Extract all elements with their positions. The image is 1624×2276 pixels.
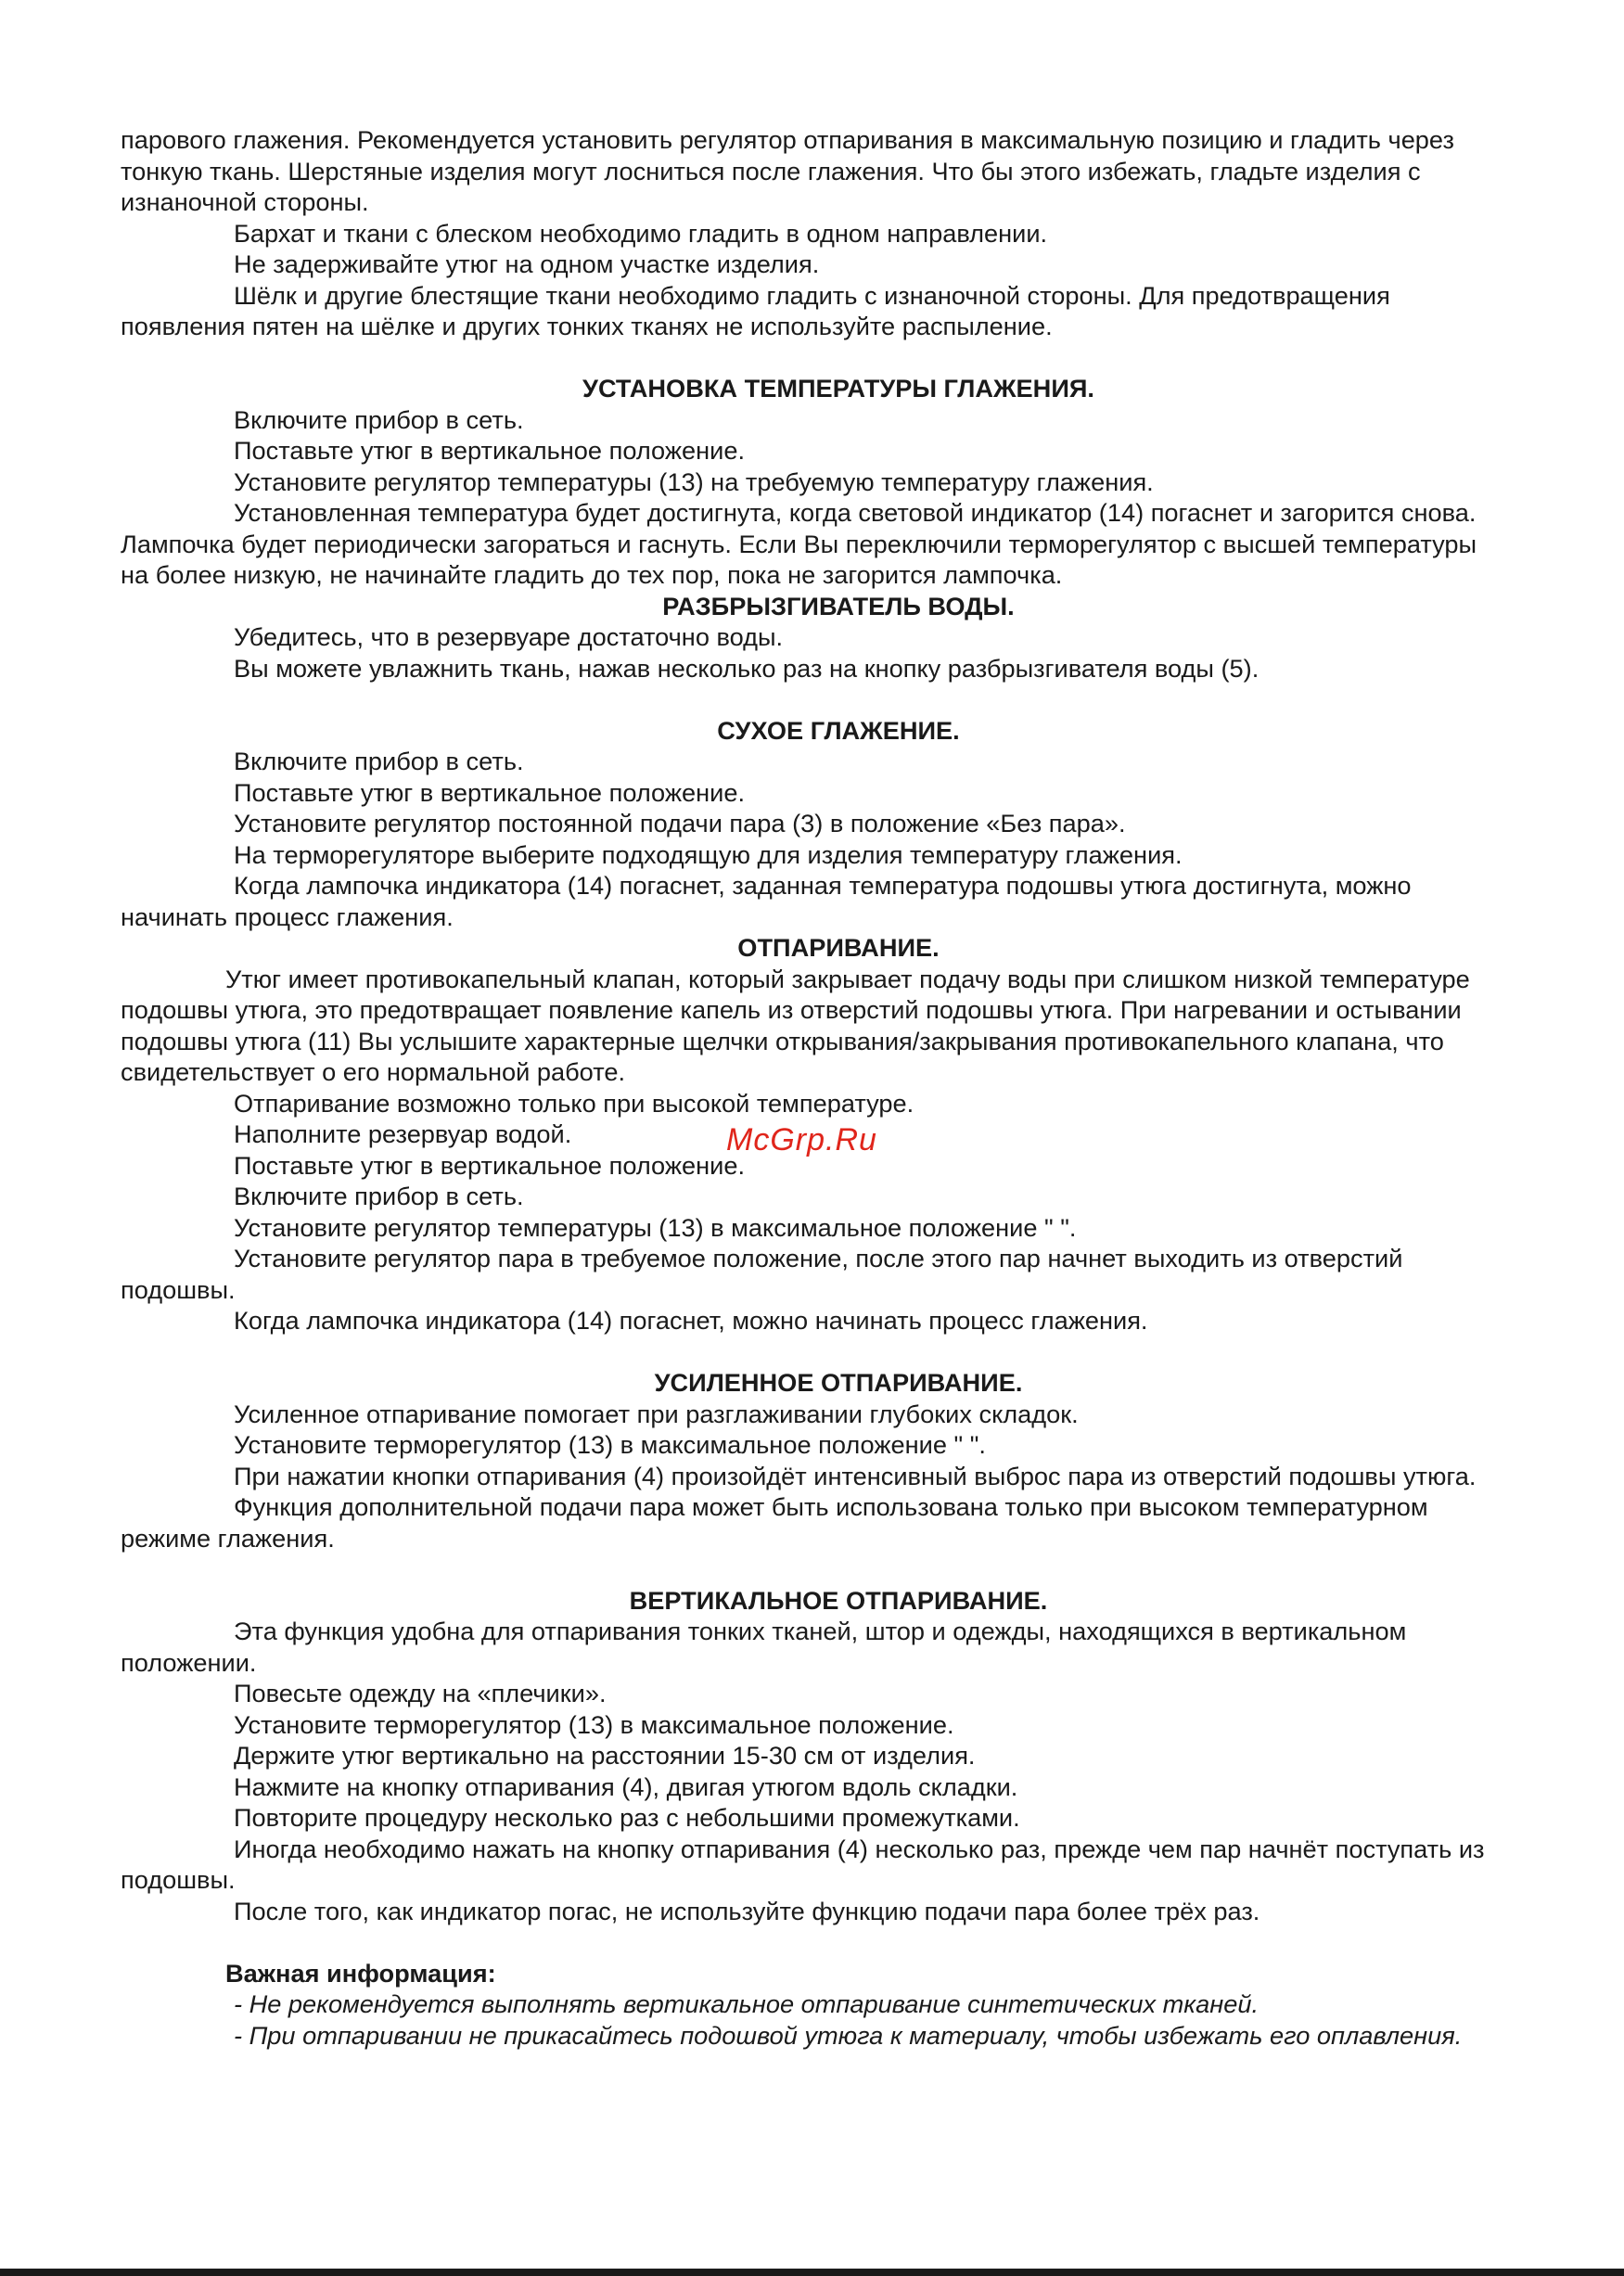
boost-line: Усиленное отпаривание помогает при разглаживании глубоких складок. <box>234 1399 1079 1428</box>
dry-line: Установите регулятор постоянной подачи пара (3) в положение «Без пара». <box>234 809 1126 838</box>
temperature-line: Поставьте утюг в вертикальное положение. <box>234 436 746 465</box>
heading-dry: СУХОЕ ГЛАЖЕНИЕ. <box>717 715 960 745</box>
intro-line: Не задерживайте утюг на одном участке изделия. <box>234 249 820 278</box>
dry-line: На терморегуляторе выберите подходящую для изделия температуру глажения. <box>234 839 1183 869</box>
watermark: McGrp.Ru <box>726 1122 877 1157</box>
temperature-line: Включите прибор в сеть. <box>234 404 524 434</box>
document-page <box>121 124 1493 2051</box>
boost-line: При нажатии кнопки отпаривания (4) произойдёт интенсивный выброс пара из отверстий подошвы утюга. <box>234 1461 1477 1490</box>
important-heading: Важная информация: <box>225 1958 496 1988</box>
important-line: - Не рекомендуется выполнять вертикальное отпаривание синтетических тканей. <box>234 1989 1260 2018</box>
heading-sprayer: РАЗБРЫЗГИВАТЕЛЬ ВОДЫ. <box>662 591 1015 620</box>
heading-temperature: УСТАНОВКА ТЕМПЕРАТУРЫ ГЛАЖЕНИЯ. <box>582 374 1094 403</box>
sprayer-line: Вы можете увлажнить ткань, нажав несколько раз на кнопку разбрызгивателя воды (5). <box>234 653 1260 683</box>
temperature-line: Установленная температура будет достигнута, когда световой индикатор (14) погаснет и загорится снова. Лампочка будет периодически загораться и гаснуть. Если Вы переключили терморегулятор с высшей температуры на более низкую, не начинайте гладить до тех пор, пока не загорится лампочка. <box>121 498 1477 589</box>
vertical-line: После того, как индикатор погас, не используйте функцию подачи пара более трёх раз. <box>234 1896 1260 1925</box>
boost-line: Установите терморегулятор (13) в максимальное положение " ". <box>234 1430 986 1459</box>
vertical-line: Установите терморегулятор (13) в максимальное положение. <box>234 1709 954 1739</box>
dry-line: Когда лампочка индикатора (14) погаснет, заданная температура подошвы утюга достигнута, можно начинать процесс глажения. <box>121 871 1412 931</box>
intro-paragraph: парового глажения. Рекомендуется установить регулятор отпаривания в максимальную позицию и гладить через тонкую ткань. Шерстяные изделия могут лосниться после глажения. Что бы этого избежать, гладьте изделия с изнаночной стороны. <box>121 125 1454 216</box>
intro-line: Бархат и ткани с блеском необходимо гладить в одном направлении. <box>234 218 1048 248</box>
sprayer-line: Убедитесь, что в резервуаре достаточно воды. <box>234 622 784 651</box>
vertical-line: Повторите процедуру несколько раз с небольшими промежутками. <box>234 1803 1020 1832</box>
boost-line: Функция дополнительной подачи пара может быть использована только при высоком температурном режиме глажения. <box>121 1492 1428 1553</box>
dry-line: Включите прибор в сеть. <box>234 747 524 775</box>
important-line: - При отпаривании не прикасайтесь подошвой утюга к материалу, чтобы избежать его оплавления. <box>234 2020 1463 2050</box>
vertical-line: Иногда необходимо нажать на кнопку отпаривания (4) несколько раз, прежде чем пар начнёт поступать из подошвы. <box>121 1834 1485 1894</box>
vertical-line: Нажмите на кнопку отпаривания (4), двигая утюгом вдоль складки. <box>234 1771 1018 1801</box>
steam-line: Установите регулятор температуры (13) в максимальное положение " ". <box>234 1212 1077 1242</box>
steam-line: Установите регулятор пара в требуемое положение, после этого пар начнет выходить из отверстий подошвы. <box>121 1244 1403 1304</box>
steam-line: Наполните резервуар водой. <box>234 1119 572 1148</box>
temperature-line: Установите регулятор температуры (13) на требуемую температуру глажения. <box>234 467 1154 496</box>
heading-steam: ОТПАРИВАНИЕ. <box>737 933 940 962</box>
steam-line: Утюг имеет противокапельный клапан, который закрывает подачу воды при слишком низкой температуре подошвы утюга, это предотвращает появление капель из отверстий подошвы утюга. При нагревании и остывании подошвы утюга (11) Вы услышите характерные щелчки открывания/закрывания противокапельного клапана, что свидетельствует о его нормальной работе. <box>121 964 1470 1086</box>
heading-vertical: ВЕРТИКАЛЬНОЕ ОТПАРИВАНИЕ. <box>629 1585 1048 1615</box>
vertical-line: Держите утюг вертикально на расстоянии 15-30 см от изделия. <box>234 1741 976 1770</box>
vertical-line: Повесьте одежду на «плечики». <box>234 1679 607 1707</box>
heading-boost: УСИЛЕННОЕ ОТПАРИВАНИЕ. <box>654 1368 1023 1397</box>
page-bottom-border <box>0 2269 1624 2276</box>
steam-line: Когда лампочка индикатора (14) погаснет, можно начинать процесс глажения. <box>234 1306 1148 1335</box>
steam-line: Отпаривание возможно только при высокой температуре. <box>234 1088 914 1118</box>
steam-line: Поставьте утюг в вертикальное положение. <box>234 1150 746 1180</box>
dry-line: Поставьте утюг в вертикальное положение. <box>234 777 746 807</box>
vertical-line: Эта функция удобна для отпаривания тонких тканей, штор и одежды, находящихся в вертикальном положении. <box>121 1617 1407 1677</box>
intro-line: Шёлк и другие блестящие ткани необходимо гладить с изнаночной стороны. Для предотвращения появления пятен на шёлке и других тонких тканях не используйте распыление. <box>121 280 1390 340</box>
steam-line: Включите прибор в сеть. <box>234 1182 524 1210</box>
